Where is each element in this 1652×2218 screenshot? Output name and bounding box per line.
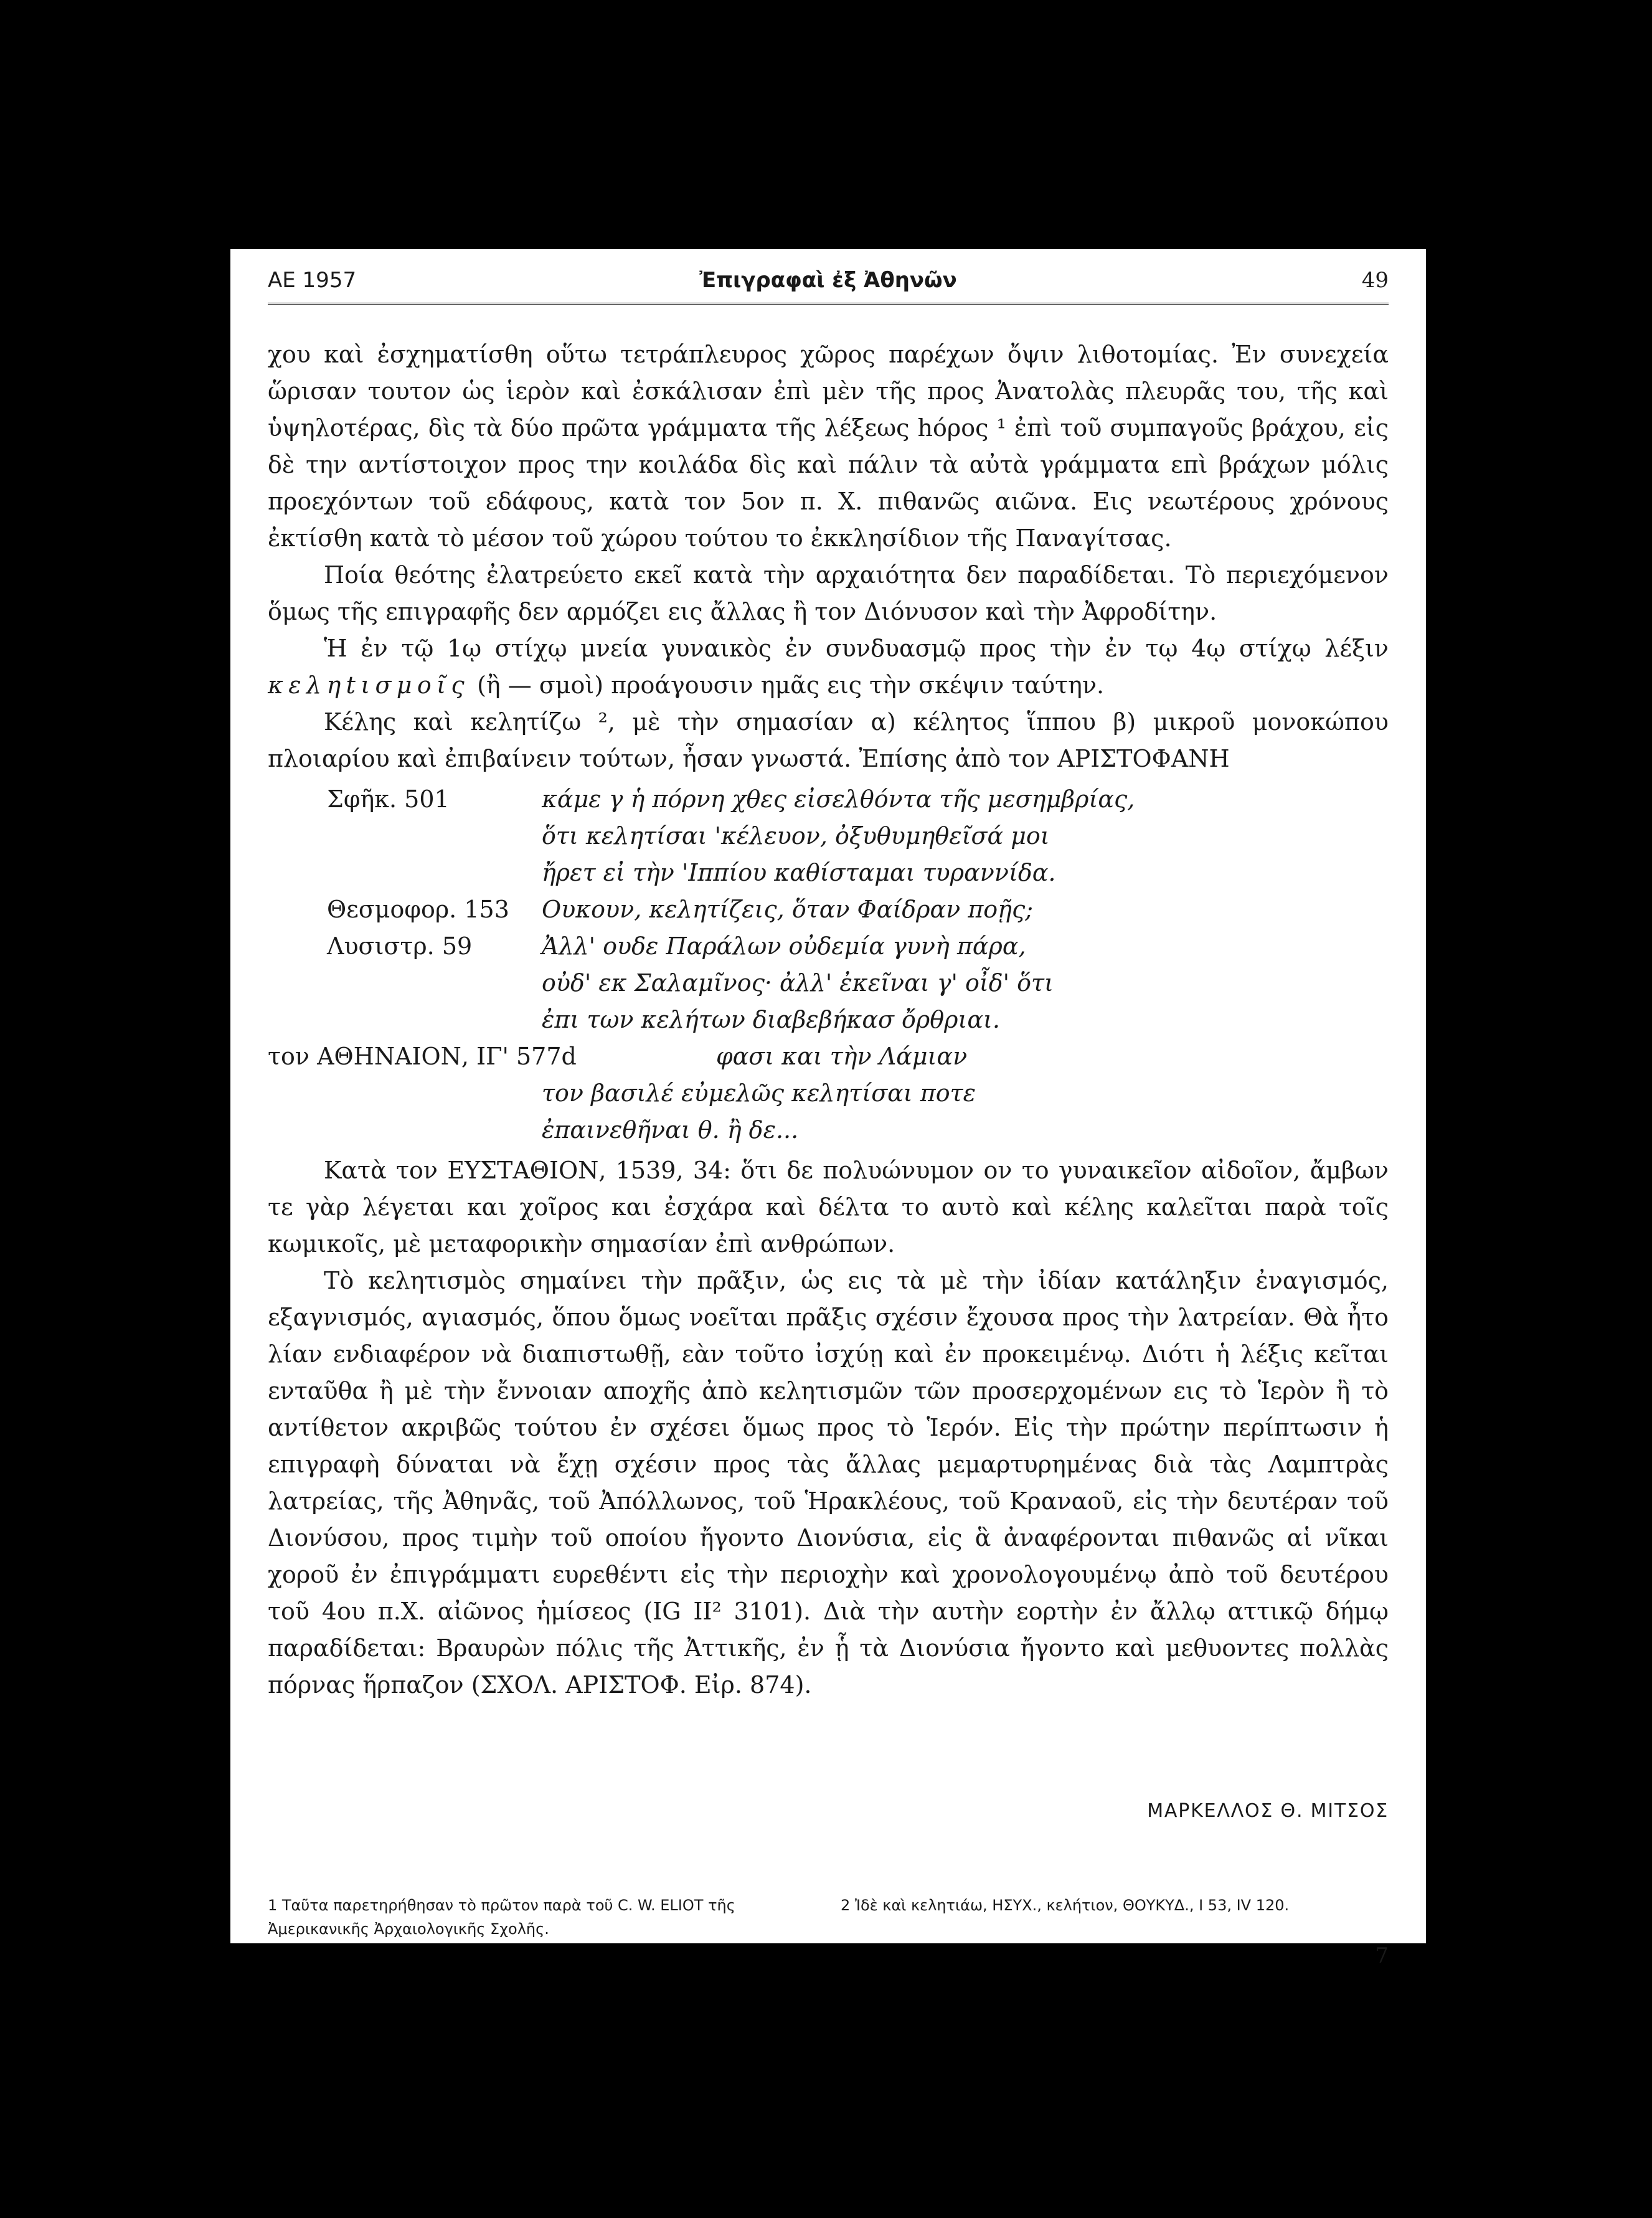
quote-source: Σφῆκ. 501 bbox=[327, 785, 450, 813]
paragraph-3-start: Ἡ ἐν τῷ 1ῳ στίχῳ μνεία γυναικὸς ἐν συνδυασμῷ προς τὴν ἐν τῳ 4ῳ στίχῳ λέξιν bbox=[324, 635, 1389, 662]
paragraph-1: χου καὶ ἐσχηματίσθη οὕτω τετράπλευρος χῶρος παρέχων ὄψιν λιθοτομίας. Ἐν συνεχεία ὥρισαν τουτον ὡς ἱερὸν καὶ ἐσκάλισαν ἐπὶ μὲν τῆς προς Ἀνατολὰς πλευρᾶς του, τῆς καὶ ὑψηλοτέρας, δὶς τὰ δύο πρῶτα γράμματα τῆς λέξεως hόρος ¹ ἐπὶ τοῦ συμπαγοῦς βράχου, εἰς δὲ την αντίστοιχον προς την κοιλάδα δὶς καὶ πάλιν τὰ αὐτὰ γράμματα επὶ βράχων μόλις προεχόντων τοῦ εδάφους, κατὰ τον 5ον π. Χ. πιθανῶς αιῶνα. Εις νεωτέρους χρόνους ἐκτίσθη κατὰ τὸ μέσον τοῦ χώρου τούτου το ἐκκλησίδιον τῆς Παναγίτσας. bbox=[268, 341, 1389, 552]
quote-source bbox=[268, 1002, 542, 1038]
quote-source bbox=[268, 1112, 542, 1149]
quote-text: ἐπι των κελήτων διαβεβήκασ ὄρθριαι. bbox=[542, 1006, 1000, 1033]
quote-source: τον ΑΘΗΝΑΙΟΝ, ΙΓ' 577d bbox=[268, 1043, 577, 1070]
header-page-number: 49 bbox=[1361, 268, 1389, 293]
quote-line bbox=[268, 855, 1389, 891]
quote-line bbox=[268, 1002, 1389, 1038]
quote-source bbox=[268, 818, 542, 855]
journal-reference: ΑΕ 1957 bbox=[268, 268, 357, 293]
header-rule bbox=[268, 303, 1389, 305]
running-title: Ἐπιγραφαὶ ἐξ Ἀθηνῶν bbox=[699, 268, 957, 293]
quote-text: Ἀλλ' ουδε Παράλων οὐδεμία γυνὴ πάρα, bbox=[542, 932, 1026, 960]
spaced-word: κεληtισμοῖς bbox=[268, 671, 470, 699]
quote-text: τον βασιλέ εὐμελῶς κελητίσαι ποτε bbox=[542, 1079, 976, 1107]
author-signature: ΜΑΡΚΕΛΛΟΣ Θ. ΜΙΤΣΟΣ bbox=[1147, 1800, 1389, 1822]
quote-line bbox=[268, 1075, 1389, 1112]
quote-line bbox=[268, 928, 1389, 965]
footnote-1: 1 Ταῦτα παρετηρήθησαν τὸ πρῶτον παρὰ τοῦ C. W. ΕLIΟΤ τῆς Ἀμερικανικῆς Ἀρχαιολογικῆς Σχολῆς. bbox=[268, 1897, 735, 1938]
quote-source bbox=[268, 965, 542, 1002]
paragraph-2: Ποία θεότης ἐλατρεύετο εκεῖ κατὰ τὴν αρχαιότητα δεν παραδίδεται. Τὸ περιεχόμενον ὅμως τῆς επιγραφῆς δεν αρμόζει εις ἄλλας ἢ τον Διόνυσον καὶ τὴν Ἀφροδίτην. bbox=[268, 561, 1389, 625]
document-page bbox=[230, 249, 1426, 1968]
footnotes bbox=[268, 1893, 1389, 1941]
quote-source bbox=[268, 1075, 542, 1112]
running-header bbox=[268, 268, 1389, 299]
paragraph-3-end: (ἢ — σμοὶ) προάγουσιν ημᾶς εις τὴν σκέψιν ταύτην. bbox=[477, 671, 1105, 699]
quote-source: Λυσιστρ. 59 bbox=[327, 932, 473, 960]
quote-text: ὅτι κελητίσαι 'κέλευον, ὀξυθυμηθεῖσά μοι bbox=[542, 822, 1050, 850]
quote-text: ἐπαινεθῆναι θ. ἢ δε... bbox=[542, 1116, 799, 1144]
footnote-2: 2 Ἰδὲ καὶ κελητιάω, ΗΣΥΧ., κελήτιον, ΘΟΥΚΥΔ., Ι 53, IV 120. bbox=[841, 1897, 1290, 1914]
quote-text: ἤρετ εἰ τὴν 'Ιππίου καθίσταμαι τυραννίδα. bbox=[542, 859, 1056, 886]
quote-line bbox=[268, 781, 1389, 818]
quote-line bbox=[268, 818, 1389, 855]
paragraph-3 bbox=[268, 630, 1389, 704]
article-body bbox=[268, 336, 1389, 1704]
paragraph-5: Κατὰ τον ΕΥΣΤΑΘΙΟΝ, 1539, 34: ὅτι δε πολυώνυμον ον το γυναικεῖον αἰδοῖον, ἄμβων τε γὰρ λέγεται και χοῖρος και ἐσχάρα καὶ δέλτα το αυτὸ καὶ κέλης καλεῖται παρὰ τοῖς κωμικοῖς, μὲ μεταφορικὴν σημασίαν ἐπὶ ανθρώπων. bbox=[268, 1157, 1389, 1258]
quote-source: Θεσμοφορ. 153 bbox=[327, 896, 509, 923]
paragraph-4: Κέλης καὶ κελητίζω ², μὲ τὴν σημασίαν α) κέλητος ἵππου β) μικροῦ μονοκώπου πλοιαρίου καὶ ἐπιβαίνειν τούτων, ἦσαν γνωστά. Ἐπίσης ἀπὸ τον ΑΡΙΣΤΟΦΑΝΗ bbox=[268, 708, 1389, 772]
quote-text: φασι και τὴν Λάμιαν bbox=[716, 1043, 968, 1070]
quote-line bbox=[268, 1112, 1389, 1149]
quote-text: Ουκουν, κελητίζεις, ὅταν Φαίδραν ποῇς; bbox=[542, 896, 1034, 923]
quote-source bbox=[268, 855, 542, 891]
quote-line bbox=[268, 965, 1389, 1002]
paragraph-6: Τὸ κελητισμὸς σημαίνει τὴν πρᾶξιν, ὡς εις τὰ μὲ τὴν ἰδίαν κατάληξιν ἐναγισμός, εξαγνισμός, αγιασμός, ὅπου ὅμως νοεῖται πρᾶξις σχέσιν ἔχουσα προς τὴν λατρείαν. Θὰ ἦτο λίαν ενδιαφέρον νὰ διαπιστωθῇ, εὰν τοῦτο ἰσχύῃ καὶ ἐν προκειμένῳ. Διότι ἡ λέξις κεῖται ενταῦθα ἢ μὲ τὴν ἔννοιαν αποχῆς ἀπὸ κελητισμῶν τῶν προσερχομένων εις τὸ Ἱερὸν ἢ τὸ αντίθετον ακριβῶς τούτου ἐν σχέσει ὅμως προς τὸ Ἱερόν. Εἰς τὴν πρώτην περίπτωσιν ἡ επιγραφὴ δύναται νὰ ἔχῃ σχέσιν προς τὰς ἄλλας μεμαρτυρημένας διὰ τὰς Λαμπτρὰς λατρείας, τῆς Ἀθηνᾶς, τοῦ Ἀπόλλωνος, τοῦ Ἡρακλέους, τοῦ Κραναοῦ, εἰς τὴν δευτέραν τοῦ Διονύσου, προς τιμὴν τοῦ οποίου ἤγοντο Διονύσια, εἰς ἃ ἀναφέρονται πιθανῶς αἱ νῖκαι χοροῦ ἐν ἐπιγράμματι ευρεθέντι εἰς τὴν περιοχὴν καὶ χρονολογουμένῳ ἀπὸ τοῦ δευτέρου τοῦ 4ου π.Χ. αἰῶνος ἡμίσεος (IG II² 3101). Διὰ τὴν αυτὴν εορτὴν ἐν ἄλλῳ αττικῷ δήμῳ παραδίδεται: Βραυρὼν πόλις τῆς Ἀττικῆς, ἐν ᾗ τὰ Διονύσια ἤγοντο καὶ μεθυοντες πολλὰς πόρνας ἥρπαζον (ΣΧΟΛ. ΑΡΙΣΤΟΦ. Εἰρ. 874). bbox=[268, 1267, 1389, 1699]
signature-mark: 7 bbox=[1375, 1943, 1389, 1968]
quotation-block bbox=[268, 781, 1389, 1149]
quote-line bbox=[268, 1038, 1389, 1075]
quote-line bbox=[268, 891, 1389, 928]
quote-text: κάμε γ ἡ πόρνη χθες εἰσελθόντα τῆς μεσημβρίας, bbox=[542, 785, 1135, 813]
quote-text: οὐδ' εκ Σαλαμῖνος· ἀλλ' ἐκεῖναι γ' οἶδ' ὅτι bbox=[542, 969, 1054, 997]
